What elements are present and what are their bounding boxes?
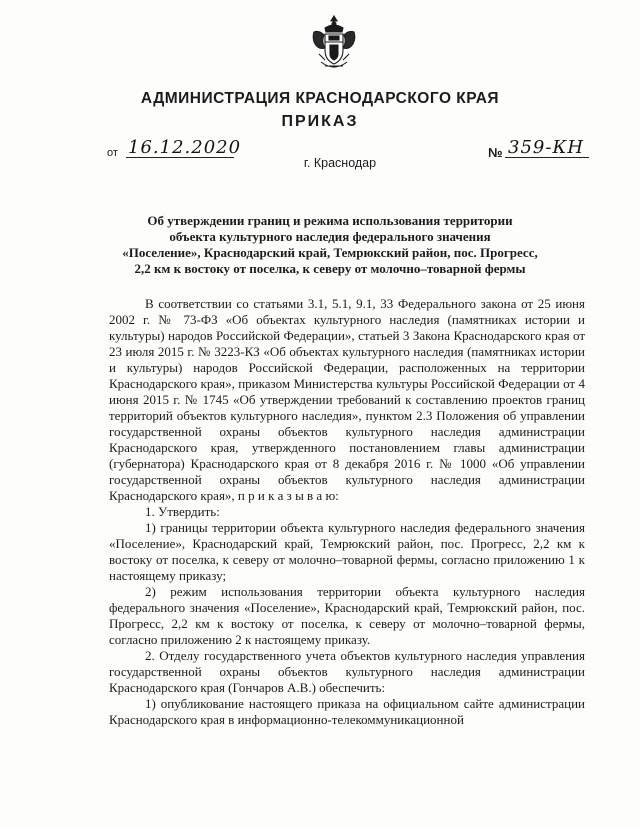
item-1-2-paragraph: 2) режим использования территории объекта культурного наследия федерального значения «Поселение», Краснодарский край, Темрюкский район, пос. Прогресс, 2,2 км к востоку от поселка, к северу от молочно–товарной фермы, согласно приложению 2 к настоящему приказу.	[109, 584, 585, 647]
handwritten-number: 359-КН	[508, 137, 585, 158]
city: г. Краснодар	[303, 156, 377, 170]
document-body	[109, 296, 585, 728]
number-underline	[505, 157, 589, 158]
organization-name: АДМИНИСТРАЦИЯ КРАСНОДАРСКОГО КРАЯ	[140, 90, 500, 107]
item-2-paragraph: 2. Отделу государственного учета объектов культурного наследия управления государственной охраны объектов культурного наследия администрации Краснодарского края (Гончаров А.В.) обеспечить:	[109, 648, 585, 695]
handwritten-date: 16.12.2020	[128, 137, 242, 158]
number-prefix: №	[488, 145, 503, 160]
item-2-1-paragraph: 1) опубликование настоящего приказа на официальном сайте администрации Краснодарского края в информационно-телекоммуникационной	[109, 696, 585, 727]
title-line: «Поселение», Краснодарский край, Темрюкский район, пос. Прогресс,	[122, 245, 538, 260]
title-line: 2,2 км к востоку от поселка, к северу от молочно–товарной фермы	[134, 261, 526, 276]
document-type: ПРИКАЗ	[281, 113, 359, 130]
coat-of-arms-emblem	[311, 14, 357, 74]
title-line: Об утверждении границ и режима использования территории	[147, 213, 513, 228]
preamble-paragraph: В соответствии со статьями 3.1, 5.1, 9.1, 33 Федерального закона от 25 июня 2002 г. № 73-ФЗ «Об объектах культурного наследия (памятниках истории и культуры) народов Российской Федерации», статьей 3 Закона Краснодарского края от 23 июля 2015 г. № 3223-КЗ «Об объектах культурного наследия (памятниках истории и культуры) народов Российской Федерации, расположенных на территории Краснодарского края», приказом Министерства культуры Российской Федерации от 4 июня 2015 г. № 1745 «Об утверждении требований к составлению проектов границ территорий объектов культурного наследия», пунктом 2.3 Положения об управлении государственной охраны объектов культурного наследия администрации Краснодарского края, утвержденного постановлением главы администрации (губернатора) Краснодарского края от 8 декабря 2016 г. № 1000 «Об управлении государственной охраны объектов культурного наследия администрации Краснодарского края», п р и к а з ы в а ю:	[109, 296, 585, 503]
item-1-heading: 1. Утвердить:	[145, 504, 220, 519]
date-prefix: от	[107, 147, 118, 159]
title-line: объекта культурного наследия федерального значения	[169, 229, 491, 244]
document-title	[100, 213, 560, 277]
item-1-1-paragraph: 1) границы территории объекта культурного наследия федерального значения «Поселение», Краснодарский край, Темрюкский район, пос. Прогресс, 2,2 км к востоку от поселка, к северу от молочно–товарной фермы, согласно приложению 1 к настоящему приказу;	[109, 520, 585, 583]
